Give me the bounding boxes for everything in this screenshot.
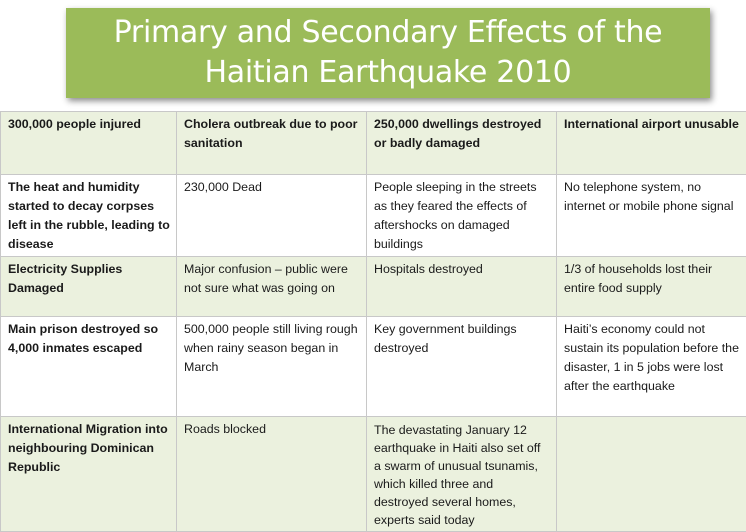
table-cell: International Migration into neighbouring Dominican Republic <box>1 417 177 532</box>
table-cell: International airport unusable <box>557 112 746 175</box>
table-row <box>1 112 746 175</box>
table-cell: People sleeping in the streets as they feared the effects of aftershocks on damaged buildings <box>367 175 557 257</box>
slide-title <box>66 8 710 98</box>
table-cell <box>557 417 746 532</box>
table-cell: Roads blocked <box>177 417 367 532</box>
title-line-1: Primary and Secondary Effects of the <box>114 13 663 53</box>
table-cell: 250,000 dwellings destroyed or badly damaged <box>367 112 557 175</box>
table-cell: Haiti’s economy could not sustain its population before the disaster, 1 in 5 jobs were lost after the earthquake <box>557 317 746 417</box>
table-cell: 230,000 Dead <box>177 175 367 257</box>
table-cell: The heat and humidity started to decay corpses left in the rubble, leading to disease <box>1 175 177 257</box>
table-cell: Electricity Supplies Damaged <box>1 257 177 317</box>
table-cell: Major confusion – public were not sure what was going on <box>177 257 367 317</box>
effects-table <box>0 111 746 532</box>
table-cell: No telephone system, no internet or mobile phone signal <box>557 175 746 257</box>
table-cell: Key government buildings destroyed <box>367 317 557 417</box>
title-line-2: Haitian Earthquake 2010 <box>205 53 572 93</box>
table-cell: The devastating January 12 earthquake in Haiti also set off a swarm of unusual tsunamis, which killed three and destroyed several homes, experts said today <box>367 417 557 532</box>
table-cell: 1/3 of households lost their entire food supply <box>557 257 746 317</box>
table-row <box>1 257 746 317</box>
table-cell: Main prison destroyed so 4,000 inmates escaped <box>1 317 177 417</box>
table-row <box>1 317 746 417</box>
table-row <box>1 175 746 257</box>
table-row <box>1 417 746 532</box>
table-cell: Hospitals destroyed <box>367 257 557 317</box>
table-cell: 300,000 people injured <box>1 112 177 175</box>
table-cell: 500,000 people still living rough when rainy season began in March <box>177 317 367 417</box>
table-cell: Cholera outbreak due to poor sanitation <box>177 112 367 175</box>
